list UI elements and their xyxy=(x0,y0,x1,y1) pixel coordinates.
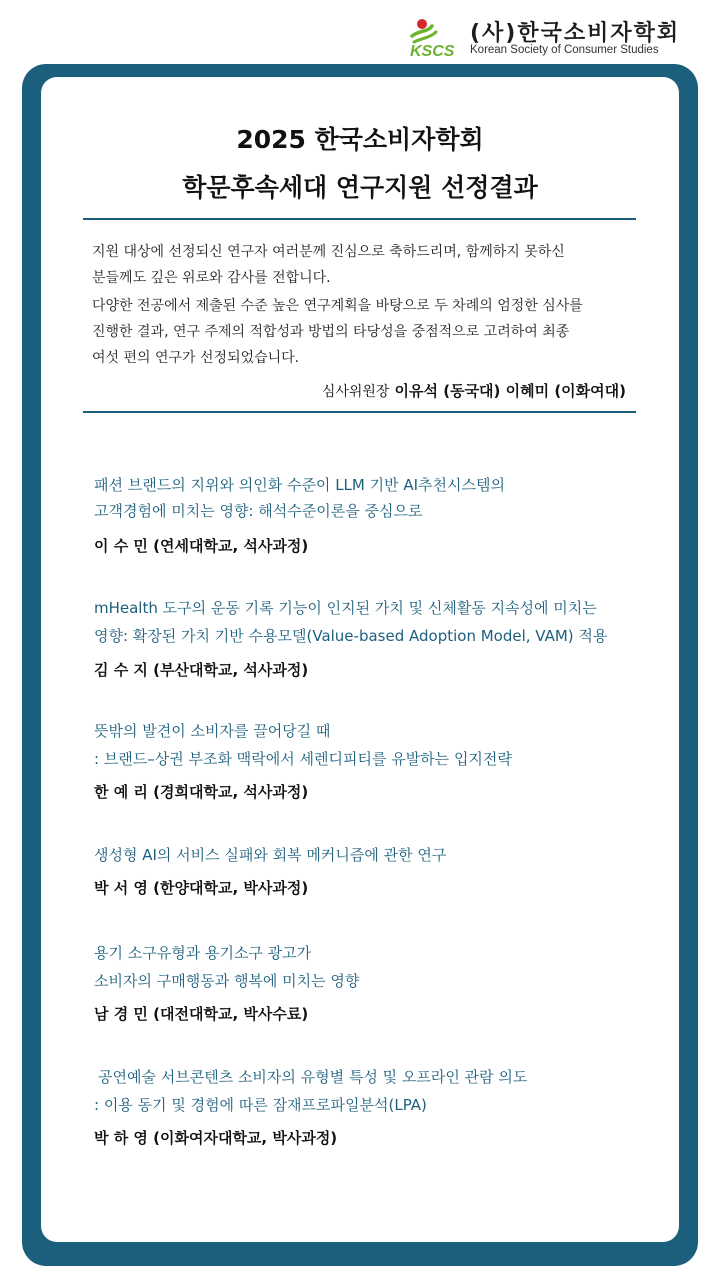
selection-title-line: 고객경험에 미치는 영향: 해석수준이론을 중심으로 xyxy=(94,502,423,520)
intro-line: 분들께도 깊은 위로와 감사를 전합니다. xyxy=(92,270,331,286)
selection-title-line: 생성형 AI의 서비스 실패와 회복 메커니즘에 관한 연구 xyxy=(94,846,447,864)
org-name: (사)한국소비자학회 xyxy=(470,21,681,46)
intro-line: 여섯 편의 연구가 선정되었습니다. xyxy=(92,350,300,366)
logo-text: KSCS xyxy=(410,43,455,60)
judges-line xyxy=(322,380,626,401)
selection-title-line: mHealth 도구의 운동 기록 기능이 인지된 가치 및 신체활동 지속성에 미치는 xyxy=(94,599,597,617)
selection-title-line: 영향: 확장된 가치 기반 수용모델(Value-based Adoption Model, VAM) 적용 xyxy=(94,627,608,645)
page-title-line1: 2025 한국소비자학회 xyxy=(236,125,484,154)
selection-author: 한 예 리 (경희대학교, 석사과정) xyxy=(94,783,309,801)
org-name-en: Korean Society of Consumer Studies xyxy=(470,44,659,56)
selection-author: 박 하 영 (이화여자대학교, 박사과정) xyxy=(94,1129,338,1147)
intro-line: 지원 대상에 선정되신 연구자 여러분께 진심으로 축하드리며, 함께하지 못하신 xyxy=(92,244,565,260)
intro-line: 다양한 전공에서 제출된 수준 높은 연구계획을 바탕으로 두 차례의 엄정한 심사를 xyxy=(92,298,583,314)
selection-title-line: 소비자의 구매행동과 행복에 미치는 영향 xyxy=(94,972,360,990)
selection-author: 이 수 민 (연세대학교, 석사과정) xyxy=(94,537,309,555)
judges-names: 이유석 (동국대) 이혜미 (이화여대) xyxy=(394,382,626,400)
kscs-emblem-icon xyxy=(410,16,465,60)
page-title-line2: 학문후속세대 연구지원 선정결과 xyxy=(182,173,538,202)
selection-title-line: 용기 소구유형과 용기소구 광고가 xyxy=(94,944,312,962)
selection-author: 박 서 영 (한양대학교, 박사과정) xyxy=(94,879,309,897)
judges-label: 심사위원장 xyxy=(321,384,390,400)
selection-title-line: : 브랜드–상권 부조화 맥락에서 세렌디피티를 유발하는 입지전략 xyxy=(94,750,512,768)
kscs-logo xyxy=(410,16,700,60)
selection-author: 남 경 민 (대전대학교, 박사수료) xyxy=(94,1005,309,1023)
selection-title-line: 공연예술 서브콘텐츠 소비자의 유형별 특성 및 오프라인 관람 의도 xyxy=(98,1068,528,1086)
selection-author: 김 수 지 (부산대학교, 석사과정) xyxy=(94,661,309,679)
selection-title-line: : 이용 동기 및 경험에 따른 잠재프로파일분석(LPA) xyxy=(94,1096,427,1114)
intro-line: 진행한 결과, 연구 주제의 적합성과 방법의 타당성을 중점적으로 고려하여 최종 xyxy=(92,324,570,340)
selection-title-line: 패션 브랜드의 지위와 의인화 수준이 LLM 기반 AI추천시스템의 xyxy=(94,476,505,494)
selection-title-line: 뜻밖의 발견이 소비자를 끌어당길 때 xyxy=(94,722,331,740)
top-divider xyxy=(83,218,636,220)
bottom-divider xyxy=(83,411,636,413)
